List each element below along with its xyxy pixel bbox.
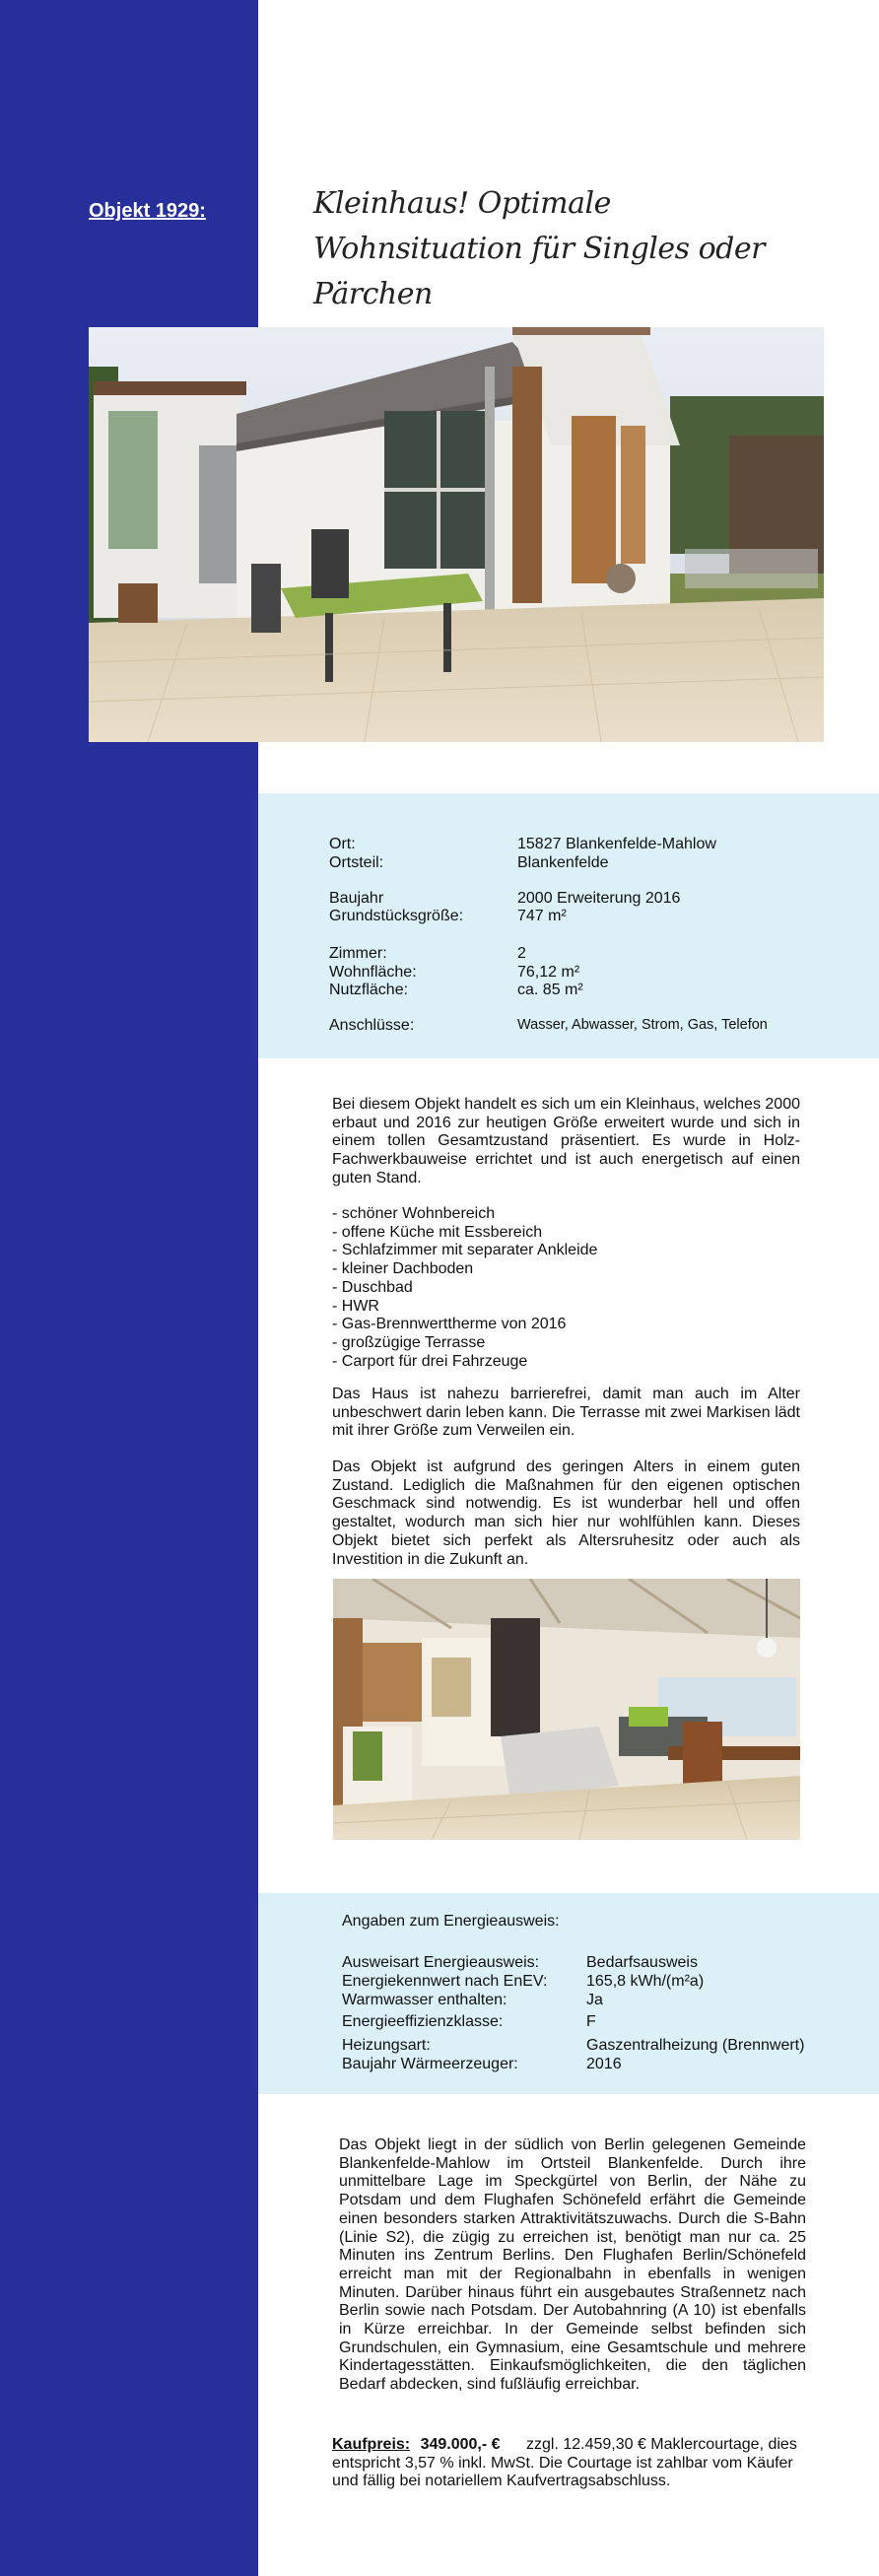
heizungsart-value: Gaszentralheizung (Brennwert) — [586, 2037, 805, 2054]
description-paragraph-3: Das Objekt ist aufgrund des geringen Alters in einem guten Zustand. Lediglich die Maßnahmen für den eigenen optischen Geschmack sind notwendig. Es ist wunderbar hell und offen gestaltet, wodurch man sich hier nur wohlfühlen kann. Dieses Objekt bietet sich perfekt als Altersruhesitz oder auch als Investition in die Zukunft an. — [332, 1458, 800, 1568]
list-item: - kleiner Dachboden — [332, 1260, 474, 1278]
anschluesse-label: Anschlüsse: — [329, 1017, 415, 1034]
baujahr-waermeerzeuger-value: 2016 — [586, 2056, 622, 2072]
list-item: - Duschbad — [332, 1278, 413, 1296]
list-item: - HWR — [332, 1297, 379, 1315]
list-item: - großzügige Terrasse — [332, 1333, 486, 1351]
anschluesse-value: Wasser, Abwasser, Strom, Gas, Telefon — [517, 1017, 768, 1033]
baujahr-label: Baujahr — [329, 890, 384, 907]
energy-heading: Angaben zum Energieausweis: — [342, 1913, 560, 1930]
zimmer-value: 2 — [517, 945, 526, 962]
wohnflaeche-value: 76,12 m² — [517, 964, 580, 981]
warmwasser-label: Warmwasser enthalten: — [342, 1992, 507, 2008]
grundstueck-label: Grundstücksgröße: — [329, 908, 464, 924]
price-value: 349.000,- € — [420, 2436, 501, 2453]
ort-value: 15827 Blankenfelde-Mahlow — [517, 836, 716, 852]
zimmer-label: Zimmer: — [329, 945, 387, 962]
price-note: zzgl. 12.459,30 € Maklercourtage, dies entspricht 3,57 % inkl. MwSt. Die Courtage ist zahlbar vom Käufer und fällig bei notariellem Kaufvertragsabschluss. — [332, 2436, 797, 2490]
ausweisart-label: Ausweisart Energieausweis: — [342, 1954, 540, 1971]
description-paragraph-2: Das Haus ist nahezu barrierefrei, damit man auch im Alter unbeschwert darin leben kann. Die Terrasse mit zwei Markisen lädt mit ihrer Größe zum Verweilen ein. — [332, 1386, 800, 1440]
effizienzklasse-value: F — [586, 2013, 596, 2030]
wohnflaeche-label: Wohnfläche: — [329, 964, 417, 981]
grundstueck-value: 747 m² — [517, 908, 567, 924]
page-title: Kleinhaus! Optimale Wohnsituation für Singles oder Pärchen — [313, 186, 765, 311]
energiekennwert-value: 165,8 kWh/(m²a) — [586, 1973, 705, 1990]
nutzflaeche-value: ca. 85 m² — [517, 982, 583, 998]
nutzflaeche-label: Nutzfläche: — [329, 982, 409, 998]
interior-kitchen-photo — [333, 1579, 800, 1840]
price-label: Kaufpreis: — [332, 2436, 411, 2453]
list-item: - offene Küche mit Essbereich — [332, 1223, 543, 1241]
heizungsart-label: Heizungsart: — [342, 2037, 431, 2054]
location-description: Das Objekt liegt in der südlich von Berlin gelegenen Gemeinde Blankenfelde-Mahlow im Ortsteil Blankenfelde. Durch ihre unmittelbare Lage im Speckgürtel von Berlin, der Nähe zu Potsdam und dem Flughafen Schönefeld erfährt die Gemeinde einen besonders starken Attraktivitätszuwachs. Durch die S-Bahn (Linie S2), die zügig zu erreichen ist, benötigt man nur ca. 25 Minuten ins Zentrum Berlins. Den Flughafen Berlin/Schönefeld erreicht man mit der Regionalbahn in ebenfalls in wenigen Minuten. Darüber hinaus führt ein ausgebautes Straßennetz nach Berlin sowie nach Potsdam. Der Autobahnring (A 10) ist ebenfalls in Kürze erreichbar. In der Gemeinde selbst befinden sich Grundschulen, ein Gymnasium, eine Gesamtschule und mehrere Kindertagesstätten. Einkaufsmöglichkeiten, die den täglichen Bedarf abdecken, sind fußläufig erreichbar. — [339, 2136, 806, 2394]
warmwasser-value: Ja — [586, 1992, 603, 2008]
list-item: - Schlafzimmer mit separater Ankleide — [332, 1242, 598, 1259]
baujahr-waermeerzeuger-label: Baujahr Wärmeerzeuger: — [342, 2056, 518, 2072]
house-exterior-photo — [89, 327, 824, 742]
list-item: - schöner Wohnbereich — [332, 1205, 496, 1222]
baujahr-value: 2000 Erweiterung 2016 — [517, 890, 681, 907]
list-item: - Carport für drei Fahrzeuge — [332, 1352, 528, 1370]
feature-list — [332, 1205, 597, 1371]
ortsteil-value: Blankenfelde — [517, 854, 609, 871]
ausweisart-value: Bedarfsausweis — [586, 1954, 698, 1971]
object-number: Objekt 1929: — [89, 200, 206, 222]
ortsteil-label: Ortsteil: — [329, 854, 384, 871]
ort-label: Ort: — [329, 836, 356, 852]
description-intro: Bei diesem Objekt handelt es sich um ein Kleinhaus, welches 2000 erbaut und 2016 zur heutigen Größe erweitert wurde und sich in einem tollen Gesamtzustand präsentiert. Es wurde in Holz-Fachwerkbauweise errichtet und ist auch energetisch auf einen guten Stand. — [332, 1096, 800, 1186]
price-block — [332, 2436, 803, 2491]
list-item: - Gas-Brennwerttherme von 2016 — [332, 1316, 567, 1333]
energiekennwert-label: Energiekennwert nach EnEV: — [342, 1973, 548, 1990]
effizienzklasse-label: Energieeffizienzklasse: — [342, 2013, 504, 2030]
